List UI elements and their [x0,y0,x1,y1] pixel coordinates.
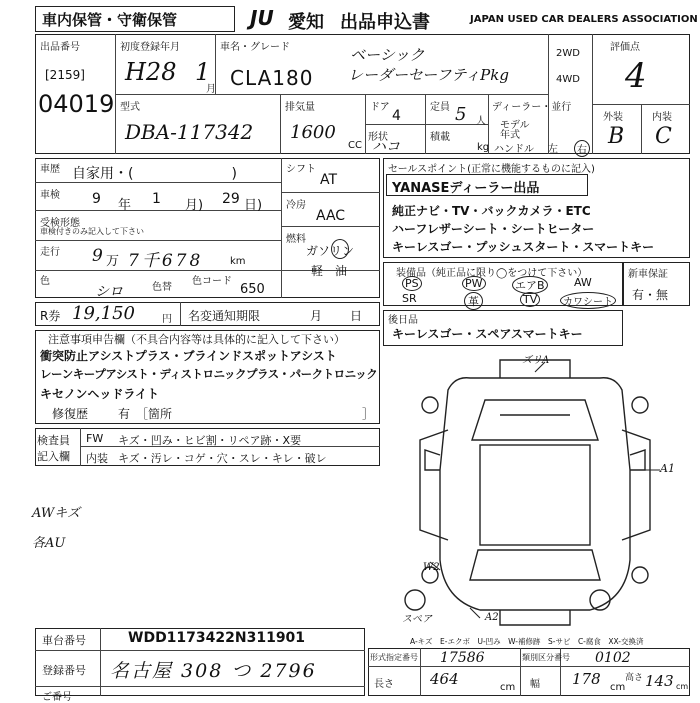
rating-ext-label: 外装 [603,112,623,123]
form-title: 出品申込書 [340,12,430,33]
model-code-label: 型式 [120,102,140,113]
new-car-label: 新車保証 [628,269,668,280]
recycle-unit: 円 [162,314,172,325]
fuel-gas: ガソリン [306,244,355,258]
handle-label: ハンドル [494,144,534,155]
dealer-label: ディーラー・並行 [492,102,572,113]
equip-aw: AW [574,276,592,289]
cooling-label: 冷房 [286,200,306,211]
diagram-mark-right: A1 [660,462,675,475]
selling-line2: ハーフレザーシート・シートヒーター [392,222,595,236]
length-unit: cm [500,682,516,693]
rating-int-label: 内装 [652,112,672,123]
handle-left: 左 [548,144,558,155]
rating-int: C [655,124,672,149]
first-reg-month: 1 [195,58,211,86]
diagram-mark-bottom: A2 [485,612,499,623]
insp-month-unit: 月) [185,198,204,213]
mileage-man: 9 [92,246,103,266]
repair-label: 修復歴 [52,407,89,421]
color-change-label: 色替 [152,282,172,293]
org-name: 愛知 [288,12,324,33]
inspection-label: 車検 [40,190,60,201]
selling-title: セールスポイント(正常に機能するものに記入) [388,164,595,175]
equip-ps: PS [402,276,422,291]
equip-leather: 革 [464,292,483,310]
history-value: 自家用・( ) [72,166,237,182]
mileage-label: 走行 [40,247,60,258]
shift-label: シフト [286,164,316,175]
lot-number: 04019 [38,90,115,118]
drive-2wd: 2WD [556,48,580,59]
reg-label: 登録番号 [42,664,86,677]
drive-4wd: 4WD [556,74,580,85]
name-change-day: 日 [350,309,363,323]
car-name: CLA180 [230,66,314,90]
repair-value: 有 ［箇所 [118,407,173,421]
car-name-label: 車名・グレード [220,42,290,53]
capacity-label: 定員 [430,102,450,113]
insp-day-unit: 日) [244,198,263,213]
rating-score: 4 [625,56,647,96]
model-code: DBA-117342 [125,120,254,144]
load-label: 積載 [430,132,450,143]
cert-number: 17586 [440,650,485,666]
fuel-diesel: 軽 油 [311,264,348,278]
name-change-month: 月 [310,309,323,323]
cooling: AAC [316,208,346,224]
kg-unit: kg [477,142,490,153]
doors-label: ドア [370,102,390,113]
model-year-label: 年式 [500,130,520,141]
later-items-label: 後日品 [388,315,418,326]
storage-note: 車内保管・守衛保管 [42,11,178,29]
height-unit: cm [676,682,689,691]
cert-label: 形式指定番号 [370,653,418,662]
equip-tv: TV [520,292,540,307]
association-name: JAPAN USED CAR DEALERS ASSOCIATION [470,14,698,25]
fw-items: キズ・凹み・ヒビ割・リペア跡・X要 [118,434,302,447]
mileage-man-unit: 万 [106,254,120,269]
history-label: 車歴 [40,164,60,175]
shift: AT [320,172,338,188]
reg-number: 名古屋 308 つ 2796 [110,660,317,682]
notes-title: 注意事項申告欄（不具合内容等は具体的に記入して下さい） [48,333,345,346]
chassis-label: 車台番号 [42,634,86,647]
diagram-mark-spare: スペア [402,614,432,625]
equip-pw: PW [462,276,486,291]
selling-headline: YANASEディーラー出品 [392,181,540,196]
bottom-label: ご番号 [42,692,72,703]
displacement-label: 排気量 [285,102,315,113]
width-unit: cm [610,682,626,693]
first-reg-label: 初度登録年月 [120,42,180,53]
handle-right: 右 [574,140,590,157]
equip-navi-seat: カワシート [560,292,616,309]
rating-label: 評価点 [610,42,640,53]
inspector-label1: 検査員 [37,434,70,447]
selling-line3: キーレスゴー・プッシュスタート・スマートキー [392,240,655,254]
cc-unit: CC [348,140,362,151]
category-number: 0102 [595,650,631,666]
capacity-unit: 人 [476,116,486,127]
name-change-label: 名変通知期限 [188,309,261,323]
ju-logo: JU [250,6,274,30]
notes-line3: キセノンヘッドライト [40,387,160,401]
capacity: 5 [455,104,467,125]
color-code-label: 色コード [192,276,232,287]
color-code: 650 [240,282,265,297]
diagram-mark-left: W2 [423,562,440,573]
mileage-rest: 7千678 [128,251,204,271]
interior-items: キズ・汚レ・コゲ・穴・スレ・キレ・破レ [118,452,327,465]
inspector-label2: 記入欄 [37,450,70,463]
lot-sub-number: [2159] [45,68,85,82]
recycle-label: R券 [40,309,61,323]
receive-note: 車検付きのみ記入して下さい [40,227,144,236]
width-label: 幅 [530,679,540,690]
displacement: 1600 [290,122,336,143]
later-items: キーレスゴー・スペアスマートキー [392,327,583,341]
side-note-2: 各AU [32,536,66,551]
fw-label: FW [86,432,104,445]
grade-line1: ベーシック [350,46,425,64]
inspection-month: 1 [152,191,161,207]
color-label: 色 [40,276,50,287]
interior-label: 内装 [86,452,108,465]
notes-line1: 衝突防止アシストプラス・ブラインドスポットアシスト [40,349,337,363]
inspection-year: 9 [92,191,101,207]
insp-year-unit: 年 [118,198,132,213]
inspection-day: 29 [222,191,240,207]
equipment-title: 装備品（純正品に限り◯をつけて下さい） [396,268,588,279]
damage-legend: A-キズ E-エクボ U-凹み W-補修跡 S-サビ C-腐食 XX-交換済 [410,637,644,646]
new-car-value: 有・無 [632,288,669,302]
shape-label: 形状 [368,132,388,143]
height-label: 高さ [625,673,644,683]
length: 464 [430,670,459,688]
color: シロ [95,284,123,300]
lot-number-label: 出品番号 [40,42,80,53]
equip-airbag: エアB [512,276,548,294]
repair-close: ］ [362,407,375,421]
height: 143 [645,672,674,690]
km-unit: km [230,256,246,267]
diagram-mark-top: ズリA [522,355,550,366]
width: 178 [572,670,601,688]
doors: 4 [392,108,401,124]
rating-ext: B [608,124,625,149]
shape: ハコ [372,139,400,155]
side-note-1: AWキズ [32,506,80,521]
equip-sr: SR [402,292,417,305]
grade-line2: レーダーセーフティPkg [348,66,509,84]
category-label: 類別区分番号 [522,653,570,662]
length-label: 長さ [374,679,394,690]
chassis-number: WDD1173422N311901 [128,630,306,646]
recycle-amount: 19,150 [72,303,135,324]
first-reg-month-unit: 月 [206,84,216,95]
selling-line1: 純正ナビ・TV・バックカメラ・ETC [392,204,591,218]
receive-label: 受検形態 [40,218,80,229]
notes-line2: レーンキープアシスト・ディストロニックプラス・パークトロニック [40,367,378,381]
model-year-sub: モデル [500,120,530,131]
first-reg-year: H28 [125,58,177,86]
fuel-label: 燃料 [286,234,306,245]
